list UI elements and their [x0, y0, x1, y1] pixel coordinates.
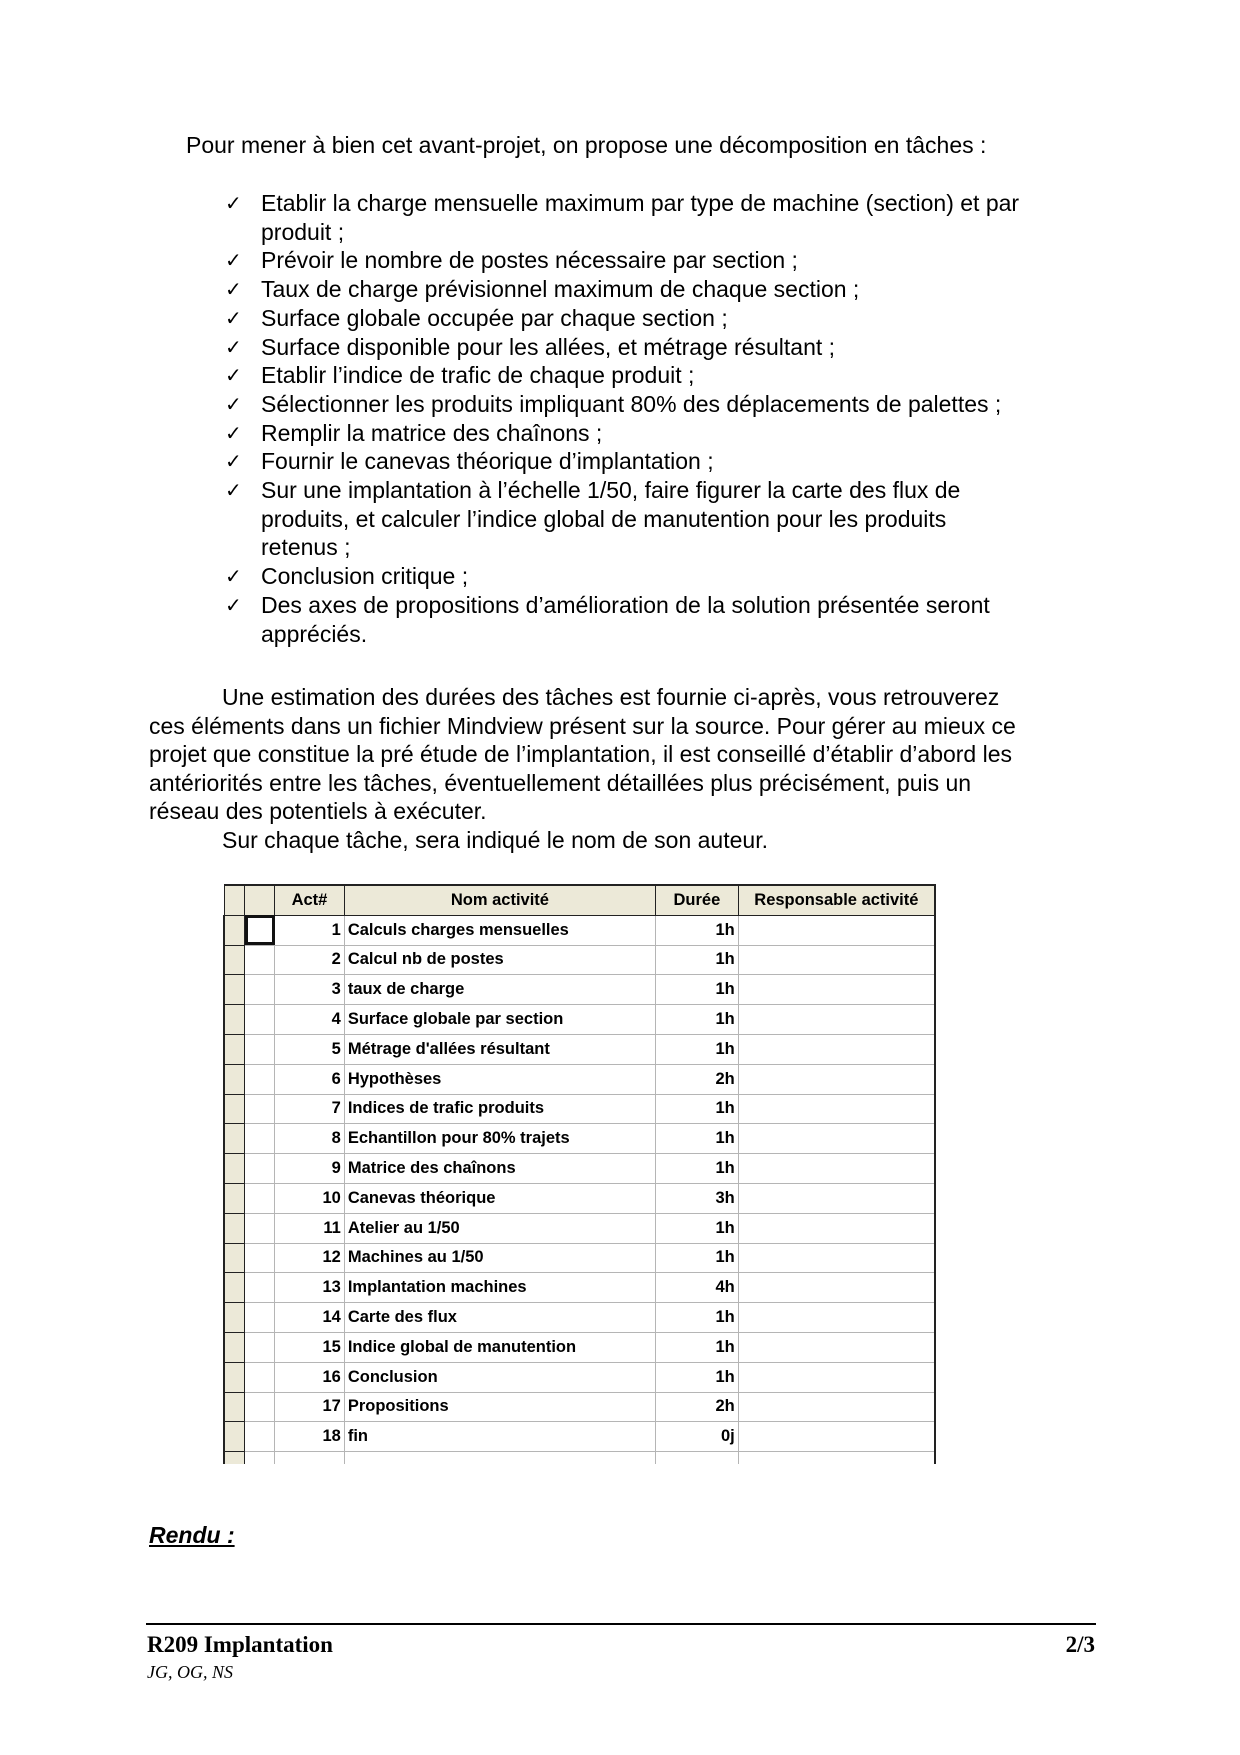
checkmark-icon: ✓ [225, 191, 242, 215]
row-indicator-cell[interactable] [245, 1452, 275, 1464]
act-number-cell[interactable]: 14 [275, 1303, 345, 1333]
indicator-header[interactable] [245, 885, 275, 915]
duration-cell[interactable]: 4h [656, 1273, 739, 1303]
task-text: Sélectionner les produits impliquant 80% des déplacements de palettes ; [261, 390, 1002, 417]
act-number-cell[interactable]: 2 [275, 945, 345, 975]
activity-name-cell[interactable] [344, 1452, 655, 1464]
task-item [225, 304, 1095, 333]
activity-name-cell[interactable]: Propositions [344, 1392, 655, 1422]
activity-name-cell[interactable]: Atelier au 1/50 [344, 1213, 655, 1243]
activity-name-cell[interactable]: fin [344, 1422, 655, 1452]
duration-cell[interactable]: 1h [656, 1213, 739, 1243]
activity-name-cell[interactable]: Implantation machines [344, 1273, 655, 1303]
activity-name-cell[interactable]: Hypothèses [344, 1064, 655, 1094]
checkmark-icon: ✓ [225, 334, 242, 359]
act-number-cell[interactable]: 7 [275, 1094, 345, 1124]
task-list [225, 189, 1095, 648]
row-indicator-cell[interactable] [245, 1362, 275, 1392]
author-note: Sur chaque tâche, sera indiqué le nom de son auteur. [222, 826, 768, 853]
task-item [225, 562, 1095, 591]
activity-name-cell[interactable]: Calculs charges mensuelles [344, 915, 655, 945]
owner-cell[interactable] [738, 945, 935, 975]
row-selector-header[interactable] [224, 885, 245, 915]
table-row[interactable] [224, 1213, 935, 1243]
owner-cell[interactable] [738, 1154, 935, 1184]
activity-name-cell[interactable]: Conclusion [344, 1362, 655, 1392]
act-number-cell[interactable]: 5 [275, 1034, 345, 1064]
owner-cell[interactable] [738, 1273, 935, 1303]
paragraph-line: réseau des potentiels à exécuter. [149, 798, 487, 825]
row-indicator-cell[interactable] [245, 1124, 275, 1154]
row-selector[interactable] [224, 1452, 245, 1464]
act-number-cell[interactable]: 8 [275, 1124, 345, 1154]
checkmark-icon: ✓ [225, 305, 242, 330]
row-indicator-cell[interactable] [245, 1034, 275, 1064]
task-item [225, 275, 1095, 304]
owner-cell[interactable] [738, 1332, 935, 1362]
table-row[interactable] [224, 975, 935, 1005]
duration-cell[interactable]: 1h [656, 1362, 739, 1392]
row-indicator-cell[interactable] [245, 1332, 275, 1362]
task-item [225, 361, 1095, 390]
table-row[interactable] [224, 1392, 935, 1422]
owner-cell[interactable] [738, 1005, 935, 1035]
owner-cell[interactable] [738, 1064, 935, 1094]
row-indicator-cell[interactable] [245, 915, 275, 945]
activity-name-cell[interactable]: Indice global de manutention [344, 1332, 655, 1362]
row-selector[interactable] [224, 1183, 245, 1213]
activity-name-cell[interactable]: Matrice des chaînons [344, 1154, 655, 1184]
duration-cell[interactable]: 1h [656, 1243, 739, 1273]
task-text: Prévoir le nombre de postes nécessaire par section ; [261, 247, 798, 274]
duration-cell[interactable]: 2h [656, 1064, 739, 1094]
row-indicator-cell[interactable] [245, 945, 275, 975]
activity-name-cell[interactable]: Surface globale par section [344, 1005, 655, 1035]
activity-name-cell[interactable]: Indices de trafic produits [344, 1094, 655, 1124]
table-row[interactable] [224, 1064, 935, 1094]
owner-cell[interactable] [738, 1213, 935, 1243]
column-header-duration[interactable]: Durée [656, 885, 739, 915]
row-selector[interactable] [224, 1034, 245, 1064]
owner-cell[interactable] [738, 1303, 935, 1333]
paragraph-line: ces éléments dans un fichier Mindview présent sur la source. Pour gérer au mieux ce [149, 712, 1016, 739]
task-text: Fournir le canevas théorique d’implantation ; [261, 448, 714, 475]
row-selector[interactable] [224, 1303, 245, 1333]
task-text: Des axes de propositions d’amélioration de la solution présentée seront [261, 591, 990, 618]
act-number-cell[interactable]: 9 [275, 1154, 345, 1184]
checkmark-icon: ✓ [225, 478, 242, 503]
duration-cell[interactable]: 1h [656, 1094, 739, 1124]
row-selector[interactable] [224, 1213, 245, 1243]
row-selector[interactable] [224, 1094, 245, 1124]
row-indicator-cell[interactable] [245, 1392, 275, 1422]
footer-authors: JG, OG, NS [147, 1662, 233, 1682]
task-text: Surface globale occupée par chaque section ; [261, 304, 728, 331]
task-text: Surface disponible pour les allées, et métrage résultant ; [261, 333, 836, 360]
duration-cell[interactable]: 1h [656, 1303, 739, 1333]
checkmark-icon: ✓ [225, 564, 242, 589]
owner-cell[interactable] [738, 1392, 935, 1422]
table-row[interactable] [224, 1273, 935, 1303]
footer-title: R209 Implantation [147, 1632, 333, 1657]
table-row[interactable] [224, 915, 935, 945]
act-number-cell[interactable]: 12 [275, 1243, 345, 1273]
table-row[interactable] [224, 1005, 935, 1035]
task-item [225, 591, 1095, 648]
owner-cell[interactable] [738, 1362, 935, 1392]
duration-cell[interactable]: 1h [656, 915, 739, 945]
row-indicator-cell[interactable] [245, 1094, 275, 1124]
act-number-cell[interactable]: 16 [275, 1362, 345, 1392]
duration-cell[interactable]: 0j [656, 1422, 739, 1452]
column-header-name[interactable]: Nom activité [344, 885, 655, 915]
intro-text: Pour mener à bien cet avant-projet, on propose une décomposition en tâches : [186, 132, 987, 158]
owner-cell[interactable] [738, 1183, 935, 1213]
checkmark-icon: ✓ [225, 277, 242, 302]
activity-name-cell[interactable]: Echantillon pour 80% trajets [344, 1124, 655, 1154]
task-item [225, 333, 1095, 362]
row-selector[interactable] [224, 915, 245, 945]
row-indicator-cell[interactable] [245, 1303, 275, 1333]
row-selector[interactable] [224, 1273, 245, 1303]
estimation-text [149, 683, 1099, 826]
row-selector[interactable] [224, 1154, 245, 1184]
task-text: Remplir la matrice des chaînons ; [261, 419, 603, 446]
task-item [225, 189, 1095, 246]
duration-cell[interactable]: 1h [656, 1154, 739, 1184]
checkmark-icon: ✓ [225, 592, 242, 617]
duration-cell[interactable]: 1h [656, 1124, 739, 1154]
row-indicator-cell[interactable] [245, 1422, 275, 1452]
checkmark-icon: ✓ [225, 449, 242, 474]
footer-divider [146, 1623, 1096, 1625]
activity-table-container [223, 884, 936, 1464]
duration-cell[interactable]: 1h [656, 1332, 739, 1362]
row-selector[interactable] [224, 975, 245, 1005]
row-selector[interactable] [224, 1243, 245, 1273]
owner-cell[interactable] [738, 1243, 935, 1273]
row-indicator-cell[interactable] [245, 975, 275, 1005]
row-indicator-cell[interactable] [245, 1273, 275, 1303]
task-text: Conclusion critique ; [261, 563, 469, 590]
activity-name-cell[interactable]: Canevas théorique [344, 1183, 655, 1213]
activity-table [223, 884, 936, 1464]
act-number-cell[interactable]: 11 [275, 1213, 345, 1243]
row-selector[interactable] [224, 1005, 245, 1035]
rendu-heading: Rendu : [149, 1522, 235, 1548]
paragraph-line: antériorités entre les tâches, éventuellement détaillées plus précisément, puis un [149, 769, 972, 796]
task-item [225, 419, 1095, 448]
row-selector[interactable] [224, 1362, 245, 1392]
owner-cell[interactable] [738, 975, 935, 1005]
row-selector[interactable] [224, 1392, 245, 1422]
duration-cell[interactable]: 2h [656, 1392, 739, 1422]
task-item [225, 447, 1095, 476]
row-indicator-cell[interactable] [245, 1005, 275, 1035]
owner-cell[interactable] [738, 1124, 935, 1154]
task-text: produits, et calculer l’indice global de manutention pour les produits [261, 505, 947, 532]
paragraph-line: projet que constitue la pré étude de l’implantation, il est conseillé d’établir d’abord les [149, 741, 1013, 768]
table-row[interactable] [224, 1154, 935, 1184]
row-selector[interactable] [224, 1422, 245, 1452]
row-selector[interactable] [224, 1064, 245, 1094]
column-header-act[interactable]: Act# [275, 885, 345, 915]
table-row[interactable] [224, 1303, 935, 1333]
act-number-cell[interactable]: 6 [275, 1064, 345, 1094]
table-row[interactable] [224, 945, 935, 975]
row-indicator-cell[interactable] [245, 1213, 275, 1243]
activity-name-cell[interactable]: taux de charge [344, 975, 655, 1005]
estimation-paragraph [149, 683, 1099, 855]
act-number-cell[interactable]: 17 [275, 1392, 345, 1422]
activity-name-cell[interactable]: Calcul nb de postes [344, 945, 655, 975]
act-number-cell[interactable]: 10 [275, 1183, 345, 1213]
row-indicator-cell[interactable] [245, 1064, 275, 1094]
row-selector[interactable] [224, 945, 245, 975]
act-number-cell[interactable]: 13 [275, 1273, 345, 1303]
owner-cell[interactable] [738, 1094, 935, 1124]
task-item [225, 246, 1095, 275]
table-row[interactable] [224, 1243, 935, 1273]
checkmark-icon: ✓ [225, 248, 242, 273]
duration-cell[interactable]: 1h [656, 945, 739, 975]
table-row[interactable] [224, 1183, 935, 1213]
table-row[interactable] [224, 1332, 935, 1362]
activity-name-cell[interactable]: Métrage d'allées résultant [344, 1034, 655, 1064]
row-selector[interactable] [224, 1332, 245, 1362]
paragraph-line: Une estimation des durées des tâches est fournie ci-après, vous retrouverez [222, 684, 1000, 710]
checkmark-icon: ✓ [225, 363, 242, 388]
duration-cell[interactable]: 1h [656, 975, 739, 1005]
row-selector[interactable] [224, 1124, 245, 1154]
page-number: 2/3 [1065, 1632, 1095, 1657]
table-header-row [224, 885, 935, 915]
activity-name-cell[interactable]: Carte des flux [344, 1303, 655, 1333]
act-number-cell[interactable]: 1 [275, 915, 345, 945]
act-number-cell[interactable]: 15 [275, 1332, 345, 1362]
row-indicator-cell[interactable] [245, 1183, 275, 1213]
task-item [225, 476, 1095, 562]
task-text: Taux de charge prévisionnel maximum de chaque section ; [261, 276, 860, 303]
column-header-owner[interactable]: Responsable activité [738, 885, 935, 915]
row-indicator-cell[interactable] [245, 1243, 275, 1273]
checkmark-icon: ✓ [225, 420, 242, 445]
table-row[interactable] [224, 1124, 935, 1154]
duration-cell[interactable]: 1h [656, 1034, 739, 1064]
checkmark-icon: ✓ [225, 391, 242, 416]
table-row[interactable] [224, 1034, 935, 1064]
table-row[interactable] [224, 1422, 935, 1452]
duration-cell[interactable]: 1h [656, 1005, 739, 1035]
owner-cell[interactable] [738, 1422, 935, 1452]
act-number-cell[interactable]: 3 [275, 975, 345, 1005]
table-row[interactable] [224, 1452, 935, 1464]
owner-cell[interactable] [738, 915, 935, 945]
task-text: Etablir l’indice de trafic de chaque produit ; [261, 362, 695, 389]
task-text: Etablir la charge mensuelle maximum par type de machine (section) et par [261, 190, 1020, 216]
task-text: produit ; [261, 218, 345, 245]
table-row[interactable] [224, 1362, 935, 1392]
duration-cell[interactable]: 3h [656, 1183, 739, 1213]
act-number-cell[interactable] [275, 1452, 345, 1464]
table-row[interactable] [224, 1094, 935, 1124]
duration-cell[interactable] [656, 1452, 739, 1464]
act-number-cell[interactable]: 18 [275, 1422, 345, 1452]
task-item [225, 390, 1095, 419]
activity-name-cell[interactable]: Machines au 1/50 [344, 1243, 655, 1273]
task-text: retenus ; [261, 534, 351, 561]
task-text: Sur une implantation à l’échelle 1/50, faire figurer la carte des flux de [261, 477, 961, 504]
row-indicator-cell[interactable] [245, 1154, 275, 1184]
owner-cell[interactable] [738, 1452, 935, 1464]
owner-cell[interactable] [738, 1034, 935, 1064]
act-number-cell[interactable]: 4 [275, 1005, 345, 1035]
task-text: appréciés. [261, 620, 368, 647]
